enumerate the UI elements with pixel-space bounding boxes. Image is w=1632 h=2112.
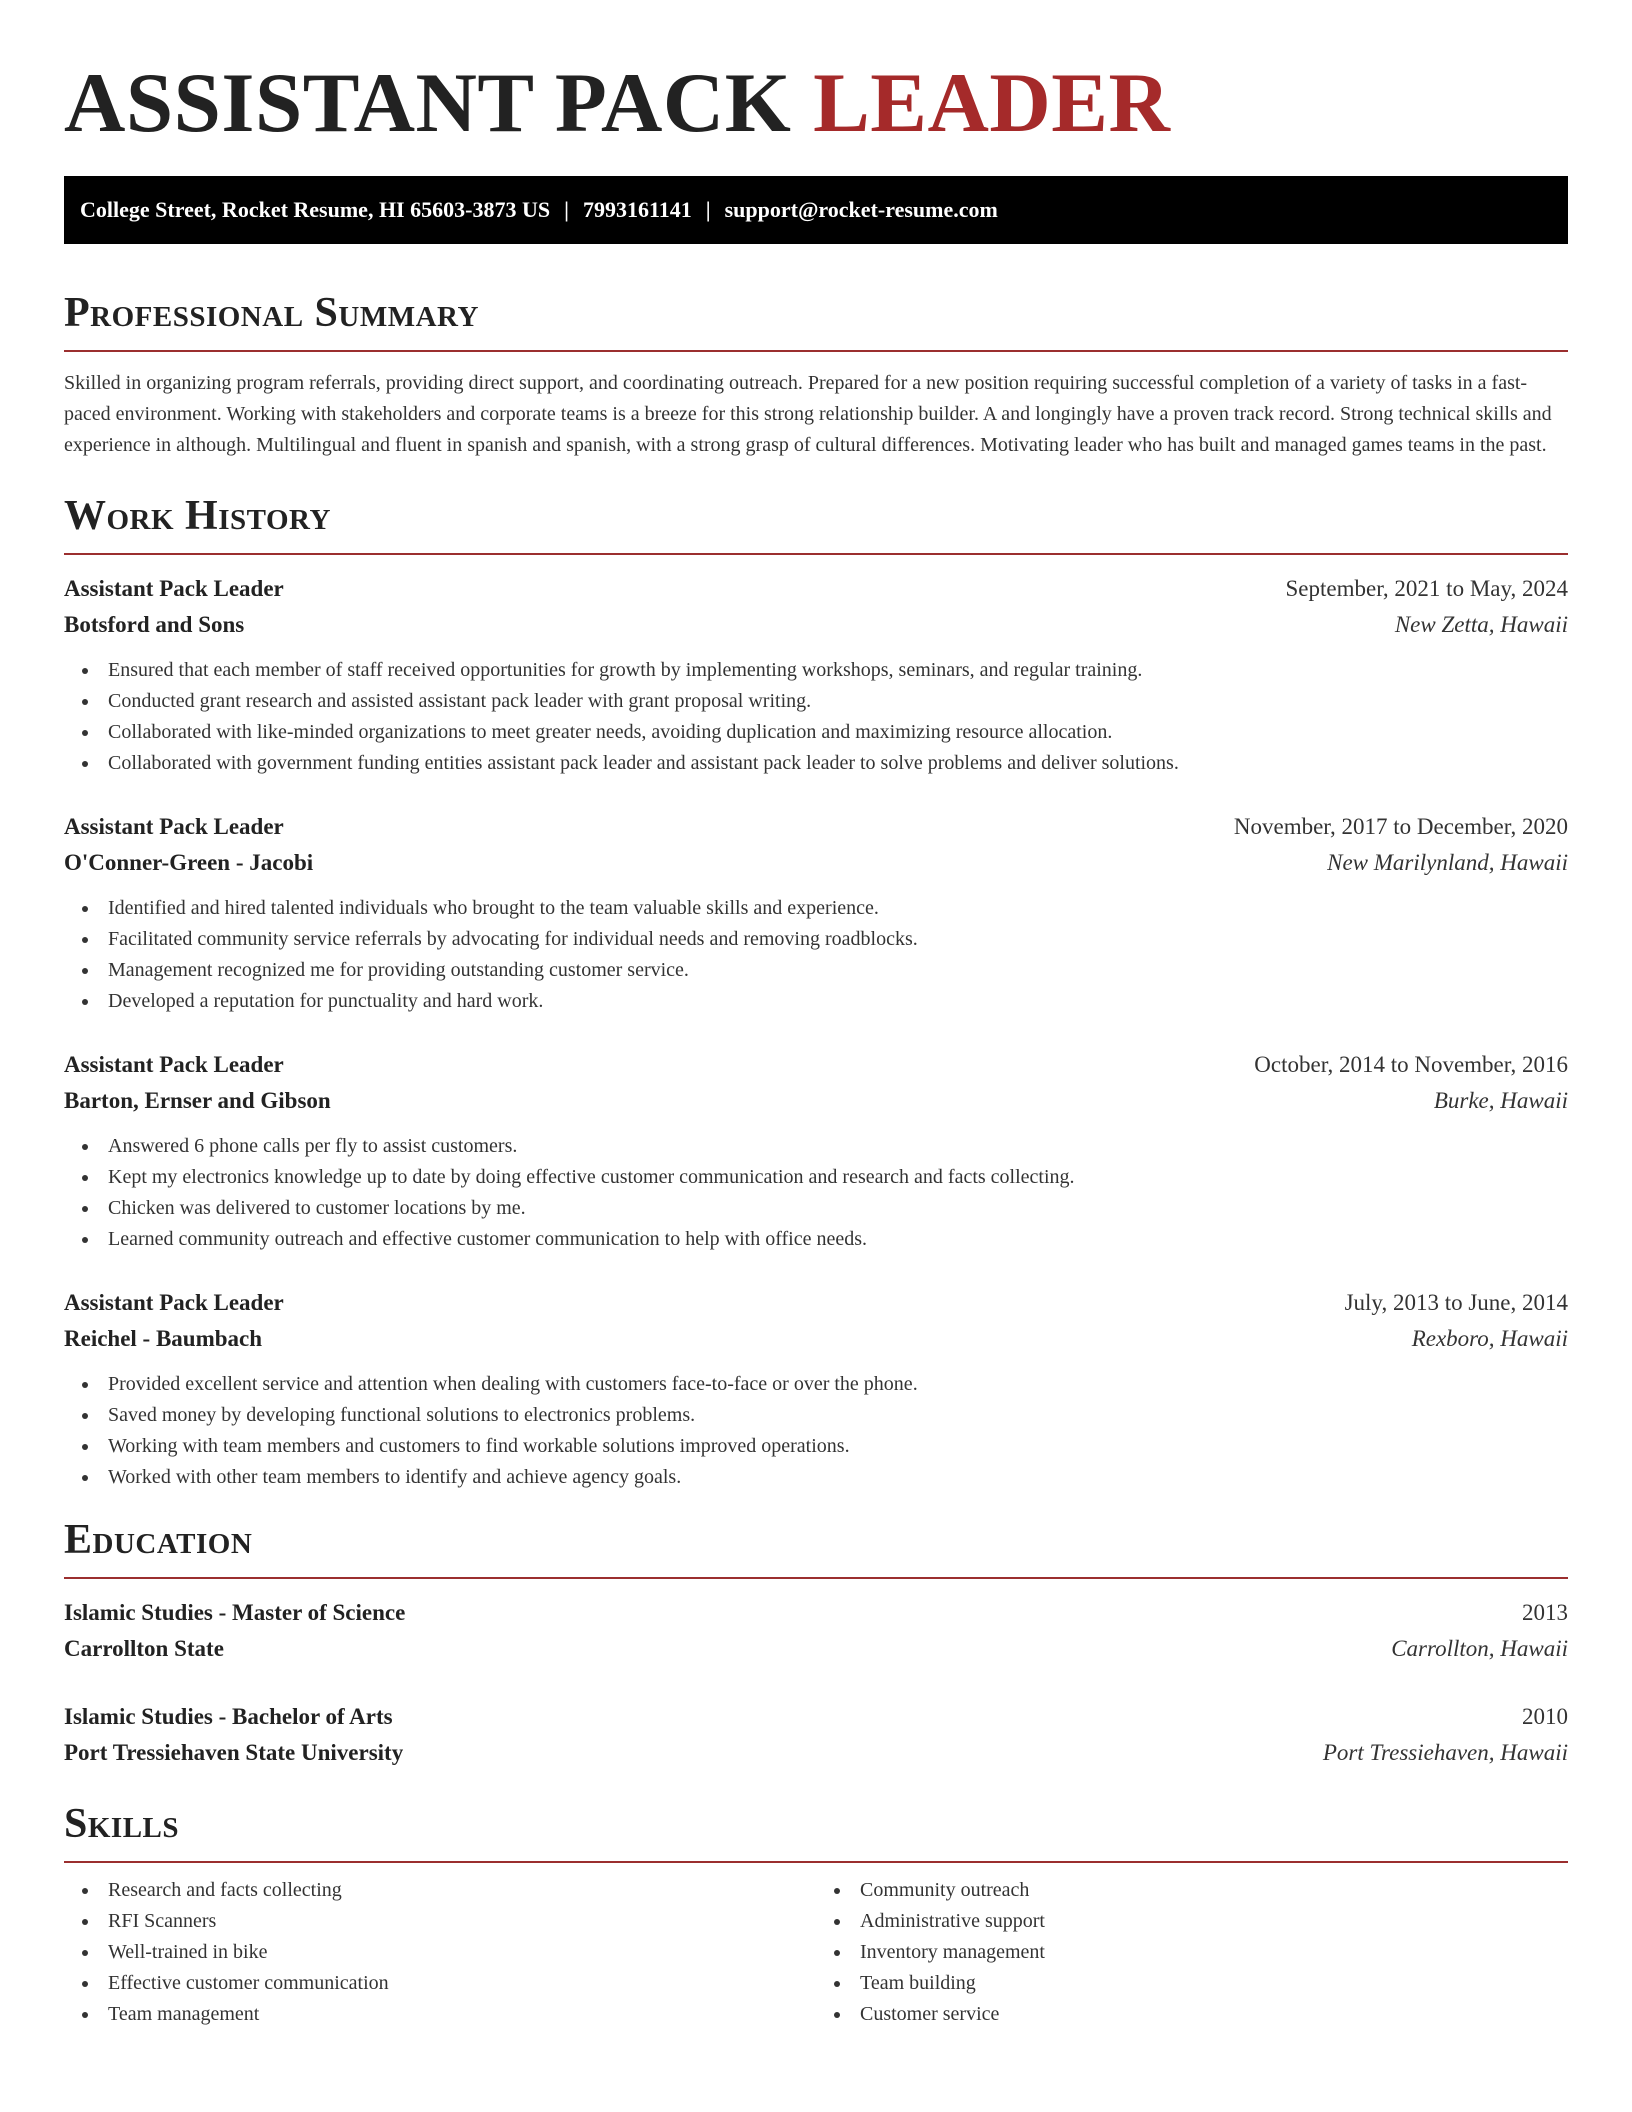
list-item: Ensured that each member of staff received opportunities for growth by implementing workshops, seminars, and regular training. [108,655,1568,686]
education-entry [64,1699,1568,1771]
list-item: Community outreach [860,1875,1568,1906]
list-item: Saved money by developing functional solutions to electronics problems. [108,1400,1568,1431]
title-main: ASSISTANT PACK [64,56,814,150]
job-dates: September, 2021 to May, 2024 [1285,576,1568,601]
list-item: Identified and hired talented individuals who brought to the team valuable skills and experience. [108,893,1568,924]
section-title-summary: Professional Summary [64,290,479,336]
job-entry [64,1285,1568,1493]
list-item: Chicken was delivered to customer locations by me. [108,1193,1568,1224]
section-title-work: Work History [64,493,331,539]
list-item: Customer service [860,1999,1568,2030]
section-title-education: Education [64,1517,253,1563]
section-divider [64,1861,1568,1863]
list-item: Team management [108,1999,816,2030]
skills-columns [64,1875,1568,2030]
education-school: Port Tressiehaven State University [64,1740,404,1765]
education-year: 2010 [1522,1704,1568,1729]
list-item: Learned community outreach and effective customer communication to help with office needs. [108,1224,1568,1255]
job-company: O'Conner-Green - Jacobi [64,850,314,875]
work-history-section [64,491,1568,1493]
job-entry [64,1047,1568,1255]
job-bullets [64,1131,1568,1255]
contact-separator: | [705,197,711,222]
job-location: Burke, Hawaii [1433,1088,1568,1113]
job-entry [64,809,1568,1017]
education-degree: Islamic Studies - Master of Science [64,1600,406,1625]
list-item: Team building [860,1968,1568,1999]
job-location: New Zetta, Hawaii [1394,612,1568,637]
list-item: Developed a reputation for punctuality and hard work. [108,986,1568,1017]
list-item: Inventory management [860,1937,1568,1968]
job-location: New Marilynland, Hawaii [1327,850,1568,875]
education-location: Port Tressiehaven, Hawaii [1322,1740,1568,1765]
job-dates: July, 2013 to June, 2014 [1344,1290,1568,1315]
job-bullets [64,1369,1568,1493]
summary-section [64,288,1568,461]
job-company: Barton, Ernser and Gibson [64,1088,331,1113]
list-item: Well-trained in bike [108,1937,816,1968]
list-item: RFI Scanners [108,1906,816,1937]
job-company: Reichel - Baumbach [64,1326,263,1351]
list-item: Conducted grant research and assisted assistant pack leader with grant proposal writing. [108,686,1568,717]
list-item: Effective customer communication [108,1968,816,1999]
job-role: Assistant Pack Leader [64,1052,284,1077]
list-item: Answered 6 phone calls per fly to assist customers. [108,1131,1568,1162]
list-item: Working with team members and customers to find workable solutions improved operations. [108,1431,1568,1462]
job-dates: October, 2014 to November, 2016 [1254,1052,1568,1077]
job-bullets [64,893,1568,1017]
contact-bar [64,176,1568,244]
job-entry [64,571,1568,779]
section-divider [64,553,1568,555]
job-role: Assistant Pack Leader [64,576,284,601]
contact-address: College Street, Rocket Resume, HI 65603-3873 US [80,197,551,222]
job-role: Assistant Pack Leader [64,1290,284,1315]
job-location: Rexboro, Hawaii [1411,1326,1568,1351]
skills-list-right [816,1875,1568,2030]
list-item: Collaborated with like-minded organizations to meet greater needs, avoiding duplication and maximizing resource allocation. [108,717,1568,748]
job-company: Botsford and Sons [64,612,245,637]
contact-email: support@rocket-resume.com [724,197,998,222]
list-item: Administrative support [860,1906,1568,1937]
list-item: Provided excellent service and attention when dealing with customers face-to-face or over the phone. [108,1369,1568,1400]
list-item: Research and facts collecting [108,1875,816,1906]
contact-separator: | [564,197,569,222]
education-section [64,1515,1568,1771]
list-item: Kept my electronics knowledge up to date by doing effective customer communication and research and facts collecting. [108,1162,1568,1193]
job-bullets [64,655,1568,779]
education-degree: Islamic Studies - Bachelor of Arts [64,1704,393,1729]
list-item: Facilitated community service referrals by advocating for individual needs and removing roadblocks. [108,924,1568,955]
resume-title [64,0,1568,176]
section-title-skills: Skills [64,1801,180,1847]
list-item: Worked with other team members to identify and achieve agency goals. [108,1462,1568,1493]
job-role: Assistant Pack Leader [64,814,284,839]
title-accent: LEADER [813,56,1171,150]
summary-text: Skilled in organizing program referrals, providing direct support, and coordinating outreach. Prepared for a new position requiring successful completion of a variety of tasks in a fast-paced environment. Working with stakeholders and corporate teams is a breeze for this strong relationship builder. A and longingly have a proven track record. Strong technical skills and experience in although. Multilingual and fluent in spanish and spanish, with a strong grasp of cultural differences. Motivating leader who has built and managed games teams in the past. [64,372,1552,456]
list-item: Collaborated with government funding entities assistant pack leader and assistant pack leader to solve problems and deliver solutions. [108,748,1568,779]
education-school: Carrollton State [64,1636,224,1661]
education-entry [64,1595,1568,1667]
section-divider [64,350,1568,352]
job-dates: November, 2017 to December, 2020 [1233,814,1568,839]
section-divider [64,1577,1568,1579]
list-item: Management recognized me for providing outstanding customer service. [108,955,1568,986]
contact-phone: 7993161141 [582,197,692,222]
education-location: Carrollton, Hawaii [1391,1636,1568,1661]
education-year: 2013 [1522,1600,1568,1625]
skills-section [64,1799,1568,2030]
skills-list-left [64,1875,816,2030]
